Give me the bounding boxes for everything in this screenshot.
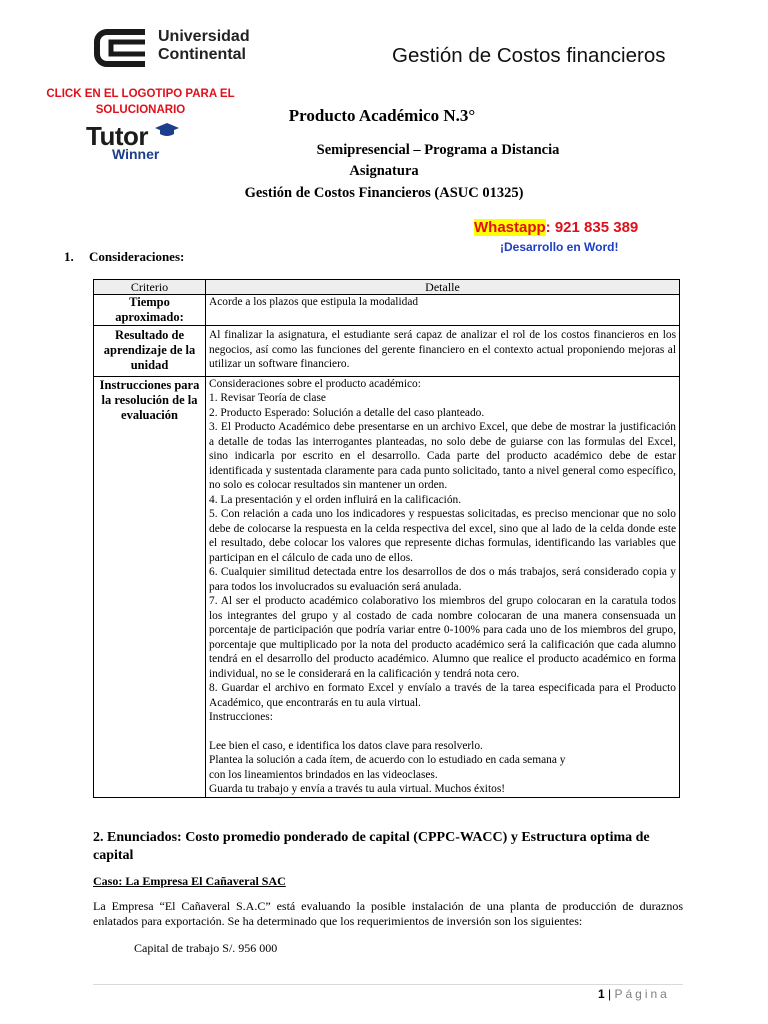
instruction-line: 7. Al ser el producto académico colaborativo los miembros del grupo colocaran en la caratula todos los integrantes del grupo y al costado de cada nombre colocaran de una manera consensuada un porcentaje de participación que podría variar entre 0-100% para cada uno de los miembros del grupo, porcentaje que multiplicado por la nota del producto académico será la calificación que cada alumno tendrá en el desarrollo del producto académico. Alumno que realice el producto académico en forma individual, no se le considerará en la calificación y tendrá nota cero. [209, 595, 676, 680]
instruction-line: 5. Con relación a cada uno los indicadores y respuestas solicitadas, es preciso mencionar que no solo debe de colocarse la respuesta en la celda respectiva del excel, sino que al lado de la celda donde este el resultado, debe colocar los valores que represente dichas formulas, identificando las variables que participan en el cálculo de cada uno de ellos. [209, 508, 676, 564]
bullet-item: Guarda tu trabajo y envía a través tu aula virtual. Muchos éxitos! [209, 783, 506, 795]
instruction-line: 8. Guardar el archivo en formato Excel y envíalo a través de la tarea especificada para el Producto Académico, que encontrarás en tu aula virtual. [209, 682, 676, 709]
criterio-cell: Tiempo aproximado: [94, 295, 206, 326]
university-logo[interactable] [93, 26, 149, 70]
page-footer [598, 987, 670, 1001]
solutions-click-note: CLICK EN EL LOGOTIPO PARA EL SOLUCIONARIO [46, 88, 235, 116]
capital-line: Capital de trabajo S/. 956 000 [134, 941, 278, 955]
product-title: Producto Académico N.3° [288, 106, 476, 125]
word-note: ¡Desarrollo en Word! [500, 240, 619, 254]
tutor-brand: Tutor [86, 121, 148, 151]
table-row [94, 376, 680, 797]
whatsapp-contact[interactable] [474, 219, 638, 236]
bullet-item: Lee bien el caso, e identifica los datos clave para resolverlo. [209, 739, 483, 752]
university-logo-icon [93, 26, 149, 70]
subject-name: Gestión de Costos Financieros (ASUC 01325) [244, 185, 524, 201]
whatsapp-label: Whastapp [474, 219, 546, 236]
instruction-line: 3. El Producto Académico debe presentarse en un archivo Excel, que debe de mostrar la justificación a detalle de todas las interrogantes planteadas, no solo debe de guiarse con las formulas del Excel, sino indicarla por escrito en el desarrollo. Cada parte del producto académico debe de estar identificada y sustentada claramente para cada punto solicitado, tanto a nivel general como específico, no solo es colocar resultados sin mantener un orden. [209, 421, 676, 491]
criteria-table [93, 279, 680, 798]
instruction-line: Instrucciones: [209, 711, 273, 723]
page-number: 1 [598, 987, 605, 1001]
whatsapp-number: : 921 835 389 [545, 219, 639, 236]
page-word: Página [614, 987, 670, 1001]
criterio-cell: Instrucciones para la resolución de la evaluación [94, 376, 206, 797]
table-row [94, 295, 680, 326]
section2-heading: 2. Enunciados: Costo promedio ponderado de capital (CPPC-WACC) y Estructura optima de capital [93, 830, 650, 863]
bullet-item: Plantea la solución a cada ítem, de acuerdo con lo estudiado en cada semana y con los lineamientos brindados en las videoclases. [209, 754, 566, 781]
modality-line: Semipresencial – Programa a Distancia [316, 142, 560, 158]
detalle-cell: Acorde a los plazos que estipula la modalidad [206, 295, 680, 326]
instruction-line: Consideraciones sobre el producto académico: [209, 377, 421, 390]
instruction-line: 4. La presentación y el orden influirá en la calificación. [209, 493, 462, 506]
detalle-cell: Al finalizar la asignatura, el estudiante será capaz de analizar el rol de los costos financieros en los negocios, así como las funciones del gerente financiero en el contexto actual proponiendo mejoras al utilizar un software financiero. [206, 326, 680, 377]
table-row [94, 326, 680, 377]
instruction-line: 2. Producto Esperado: Solución a detalle del caso planteado. [209, 406, 485, 419]
detalle-cell [206, 376, 680, 797]
instruction-line: 6. Cualquier similitud detectada entre los desarrollos de dos o más trabajos, será considerado copia y para todos los involucrados su evaluación será anulada. [209, 566, 676, 593]
header-detalle: Detalle [206, 280, 680, 295]
section1-heading [64, 249, 184, 265]
criterio-cell: Resultado de aprendizaje de la unidad [94, 326, 206, 377]
section1-number: 1. [64, 249, 74, 264]
table-header-row [94, 280, 680, 295]
case-title: Caso: La Empresa El Cañaveral SAC [93, 874, 286, 888]
page-separator: | [604, 987, 615, 1001]
university-name-line1: Universidad [158, 28, 250, 45]
header-criterio: Criterio [94, 280, 206, 295]
university-name-line2: Continental [158, 46, 246, 63]
subject-label: Asignatura [349, 163, 419, 179]
case-paragraph: La Empresa “El Cañaveral S.A.C” está evaluando la posible instalación de una planta de producción de duraznos enlatados para exportación. Se ha determinado que los requerimientos de inversión son los siguientes: [93, 899, 683, 928]
footer-divider [93, 984, 683, 985]
section1-title: Consideraciones: [89, 249, 185, 264]
university-name [158, 28, 250, 64]
instruction-line: 1. Revisar Teoría de clase [209, 392, 326, 404]
tutor-sub: Winner [112, 146, 160, 162]
document-title: Gestión de Costos financieros [392, 44, 666, 67]
